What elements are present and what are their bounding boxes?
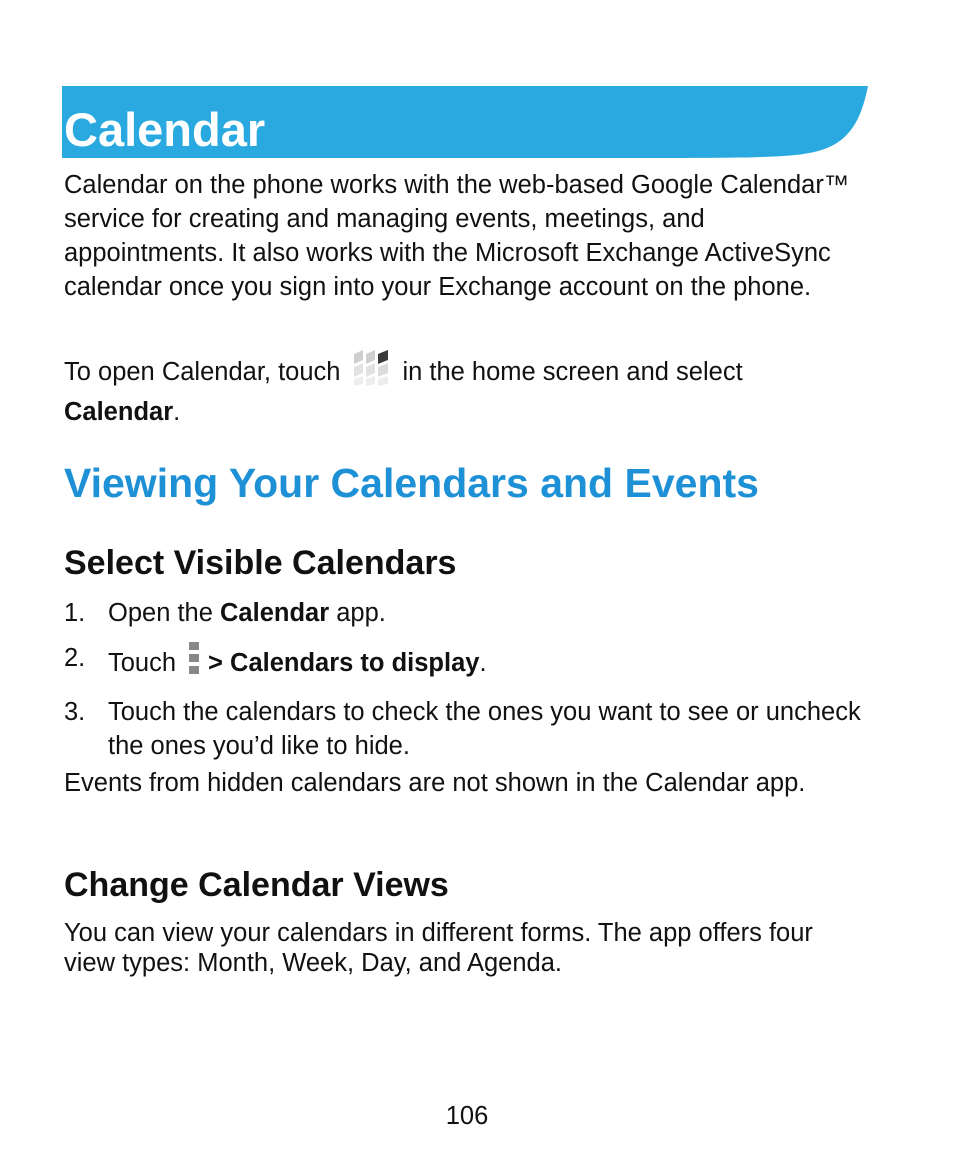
step-number: 2. xyxy=(64,644,86,672)
steps-list xyxy=(64,596,864,774)
chapter-banner xyxy=(62,86,868,160)
hidden-calendars-note: Events from hidden calendars are not shown in the Calendar app. xyxy=(64,769,806,797)
menu-dots-icon xyxy=(188,641,200,684)
open-text-before: To open Calendar, touch xyxy=(64,358,341,386)
chapter-title: Calendar xyxy=(64,103,266,156)
section-title: Viewing Your Calendars and Events xyxy=(64,460,759,506)
list-item xyxy=(64,596,864,630)
open-text-after: in the home screen and select xyxy=(402,358,743,386)
open-calendar-paragraph xyxy=(64,348,854,429)
step-text: Touch the calendars to check the ones you want to see or uncheck the ones you’d like to hide. xyxy=(108,698,861,760)
open-text-end: . xyxy=(173,398,181,426)
open-text-bold: Calendar xyxy=(64,398,174,426)
step-text: Touch xyxy=(108,649,177,677)
change-views-paragraph: You can view your calendars in different forms. The app offers four view types: Month, Week, Day, and Agenda. xyxy=(64,919,813,977)
app-grid-icon xyxy=(352,348,392,395)
step-text-after: . xyxy=(479,649,487,677)
step-text-after: app. xyxy=(336,599,386,627)
subsection-title-select: Select Visible Calendars xyxy=(64,544,457,582)
page-number: 106 xyxy=(445,1102,489,1130)
step-number: 1. xyxy=(64,599,86,627)
step-number: 3. xyxy=(64,698,86,726)
subsection-title-change: Change Calendar Views xyxy=(64,866,449,904)
step-text: Open the xyxy=(108,599,213,627)
intro-paragraph: Calendar on the phone works with the web-based Google Calendar™ service for creating and managing events, meetings, and appointments. It also works with the Microsoft Exchange ActiveSync calendar once you sign into your Exchange account on the phone. xyxy=(64,171,850,301)
list-item xyxy=(64,641,864,684)
list-item xyxy=(64,695,864,763)
step-bold: > Calendars to display xyxy=(208,649,480,677)
step-bold: Calendar xyxy=(220,599,330,627)
